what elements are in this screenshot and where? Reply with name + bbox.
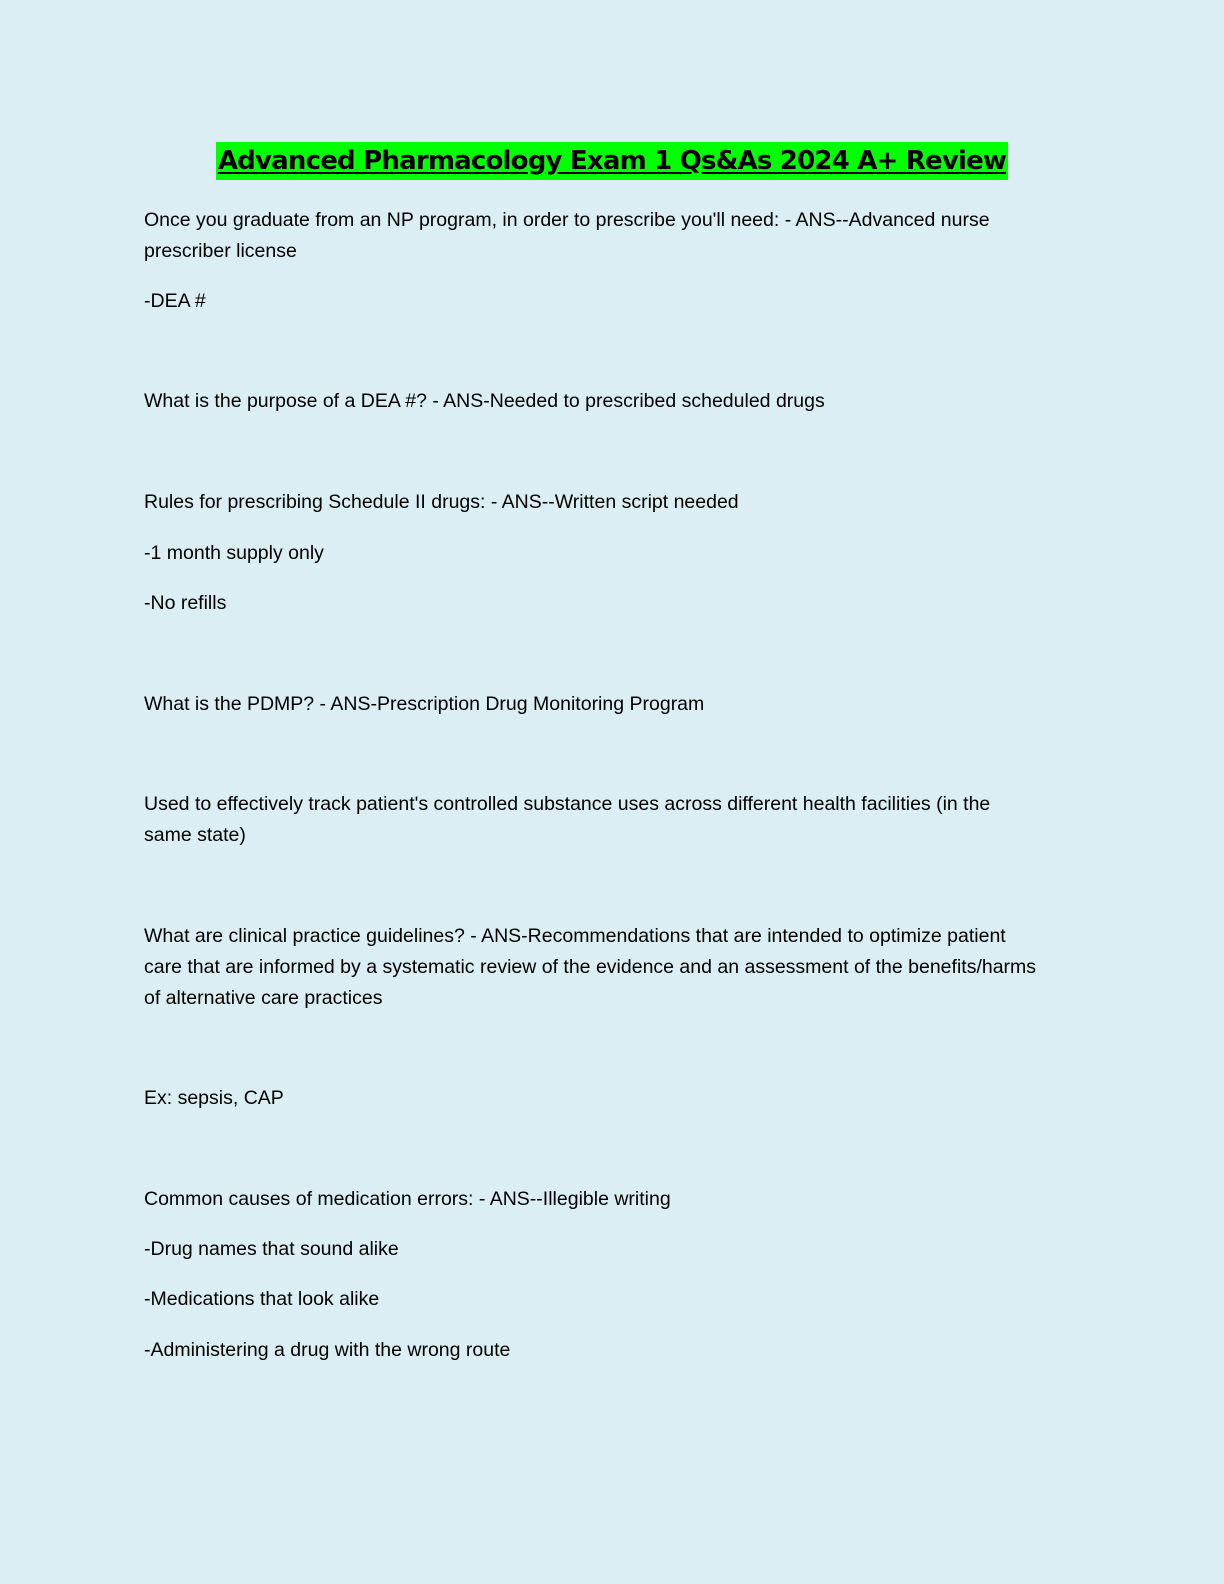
qa-line: Rules for prescribing Schedule II drugs: - ANS--Written script needed	[144, 491, 739, 513]
qa-line: -1 month supply only	[144, 542, 324, 564]
qa-line: of alternative care practices	[144, 987, 383, 1009]
document-title: Advanced Pharmacology Exam 1 Qs&As 2024 A+ Review	[216, 142, 1008, 180]
qa-line: What are clinical practice guidelines? - ANS-Recommendations that are intended to optimize patient	[144, 925, 1006, 947]
qa-line: same state)	[144, 824, 246, 846]
qa-line: Ex: sepsis, CAP	[144, 1087, 284, 1109]
qa-line: prescriber license	[144, 240, 297, 262]
qa-line: Common causes of medication errors: - ANS--Illegible writing	[144, 1188, 671, 1210]
qa-line: Once you graduate from an NP program, in order to prescribe you'll need: - ANS--Advanced nurse	[144, 209, 990, 231]
qa-line: What is the purpose of a DEA #? - ANS-Needed to prescribed scheduled drugs	[144, 390, 825, 412]
qa-line: -DEA #	[144, 290, 206, 312]
qa-line: -Medications that look alike	[144, 1288, 380, 1310]
title-container	[0, 142, 1224, 180]
qa-line: What is the PDMP? - ANS-Prescription Drug Monitoring Program	[144, 693, 705, 715]
qa-line: -No refills	[144, 592, 227, 614]
qa-line: -Drug names that sound alike	[144, 1238, 399, 1260]
qa-line: Used to effectively track patient's controlled substance uses across different health facilities (in the	[144, 793, 991, 815]
qa-line: -Administering a drug with the wrong route	[144, 1339, 511, 1361]
qa-line: care that are informed by a systematic review of the evidence and an assessment of the benefits/harms	[144, 956, 1037, 978]
